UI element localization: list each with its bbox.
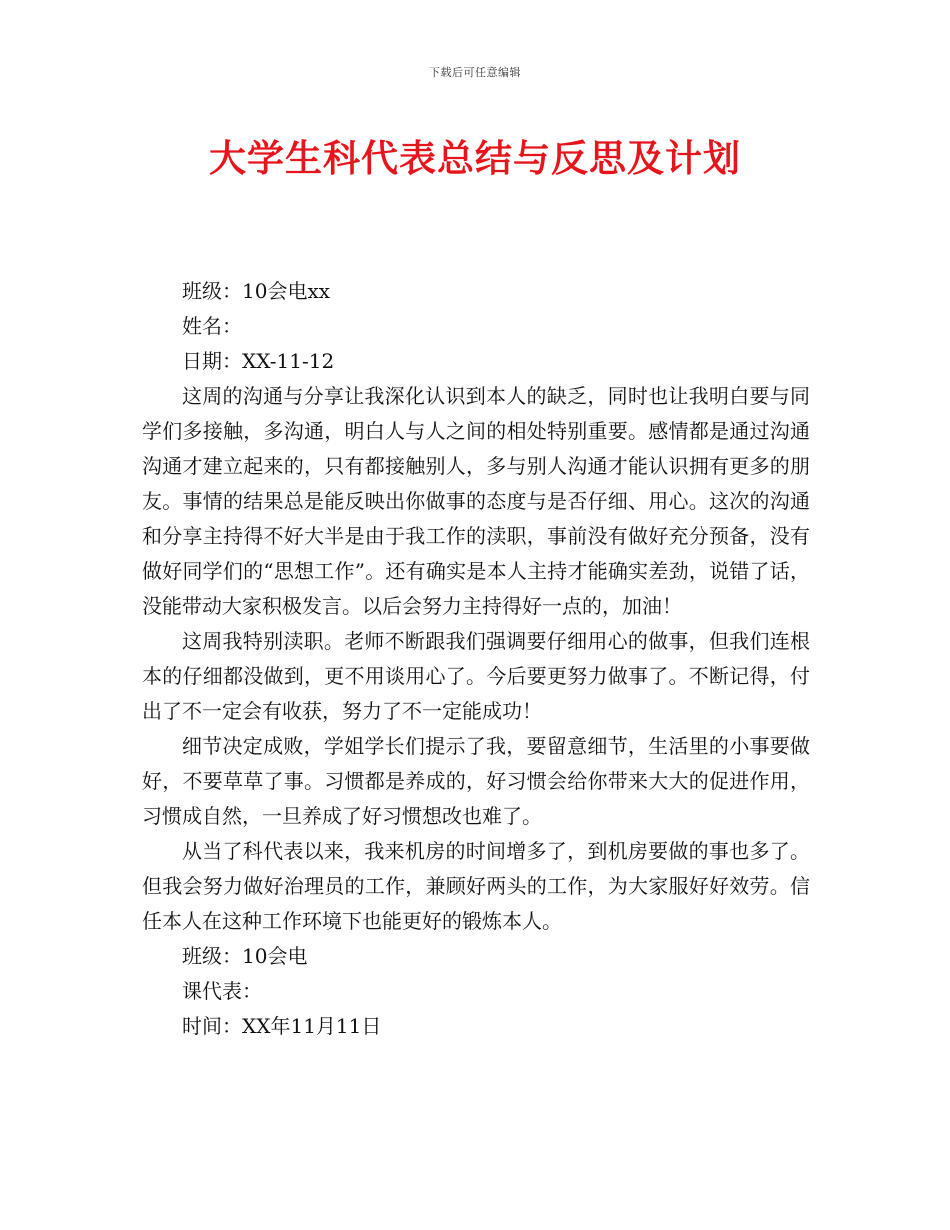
time-line: 时间：XX年11月11日 xyxy=(182,1014,382,1038)
paragraph: 这周我特别渎职。老师不断跟我们强调要仔细用心的做事，但我们连根本的仔细都没做到，更不用谈用心了。今后要更努力做事了。不断记得，付出了不一定会有收获，努力了不一定能成功！ xyxy=(142,629,810,723)
class-line-bottom: 班级：10会电 xyxy=(182,944,308,968)
rep-line: 课代表： xyxy=(182,979,262,1003)
date-line: 日期：XX-11-12 xyxy=(182,349,335,373)
name-line: 姓名： xyxy=(182,314,242,338)
document-body xyxy=(142,274,810,1044)
document-title: 大学生科代表总结与反思及计划 xyxy=(209,137,741,180)
paragraph: 从当了科代表以来，我来机房的时间增多了，到机房要做的事也多了。但我会努力做好治理员的工作，兼顾好两头的工作，为大家服好好效劳。信任本人在这种工作环境下也能更好的锻炼本人。 xyxy=(142,839,810,933)
class-line: 班级：10会电xx xyxy=(182,279,331,303)
paragraph: 细节决定成败，学姐学长们提示了我，要留意细节，生活里的小事要做好，不要草草了事。习惯都是养成的，好习惯会给你带来大大的促进作用，习惯成自然，一旦养成了好习惯想改也难了。 xyxy=(142,734,810,828)
header-note: 下载后可任意编辑 xyxy=(429,66,521,79)
paragraph: 这周的沟通与分享让我深化认识到本人的缺乏，同时也让我明白要与同学们多接触，多沟通，明白人与人之间的相处特别重要。感情都是通过沟通沟通才建立起来的，只有都接触别人，多与别人沟通才能认识拥有更多的朋友。事情的结果总是能反映出你做事的态度与是否仔细、用心。这次的沟通和分享主持得不好大半是由于我工作的渎职，事前没有做好充分预备，没有做好同学们的“思想工作”。还有确实是本人主持才能确实差劲，说错了话，没能带动大家积极发言。以后会努力主持得好一点的，加油！ xyxy=(142,384,810,618)
